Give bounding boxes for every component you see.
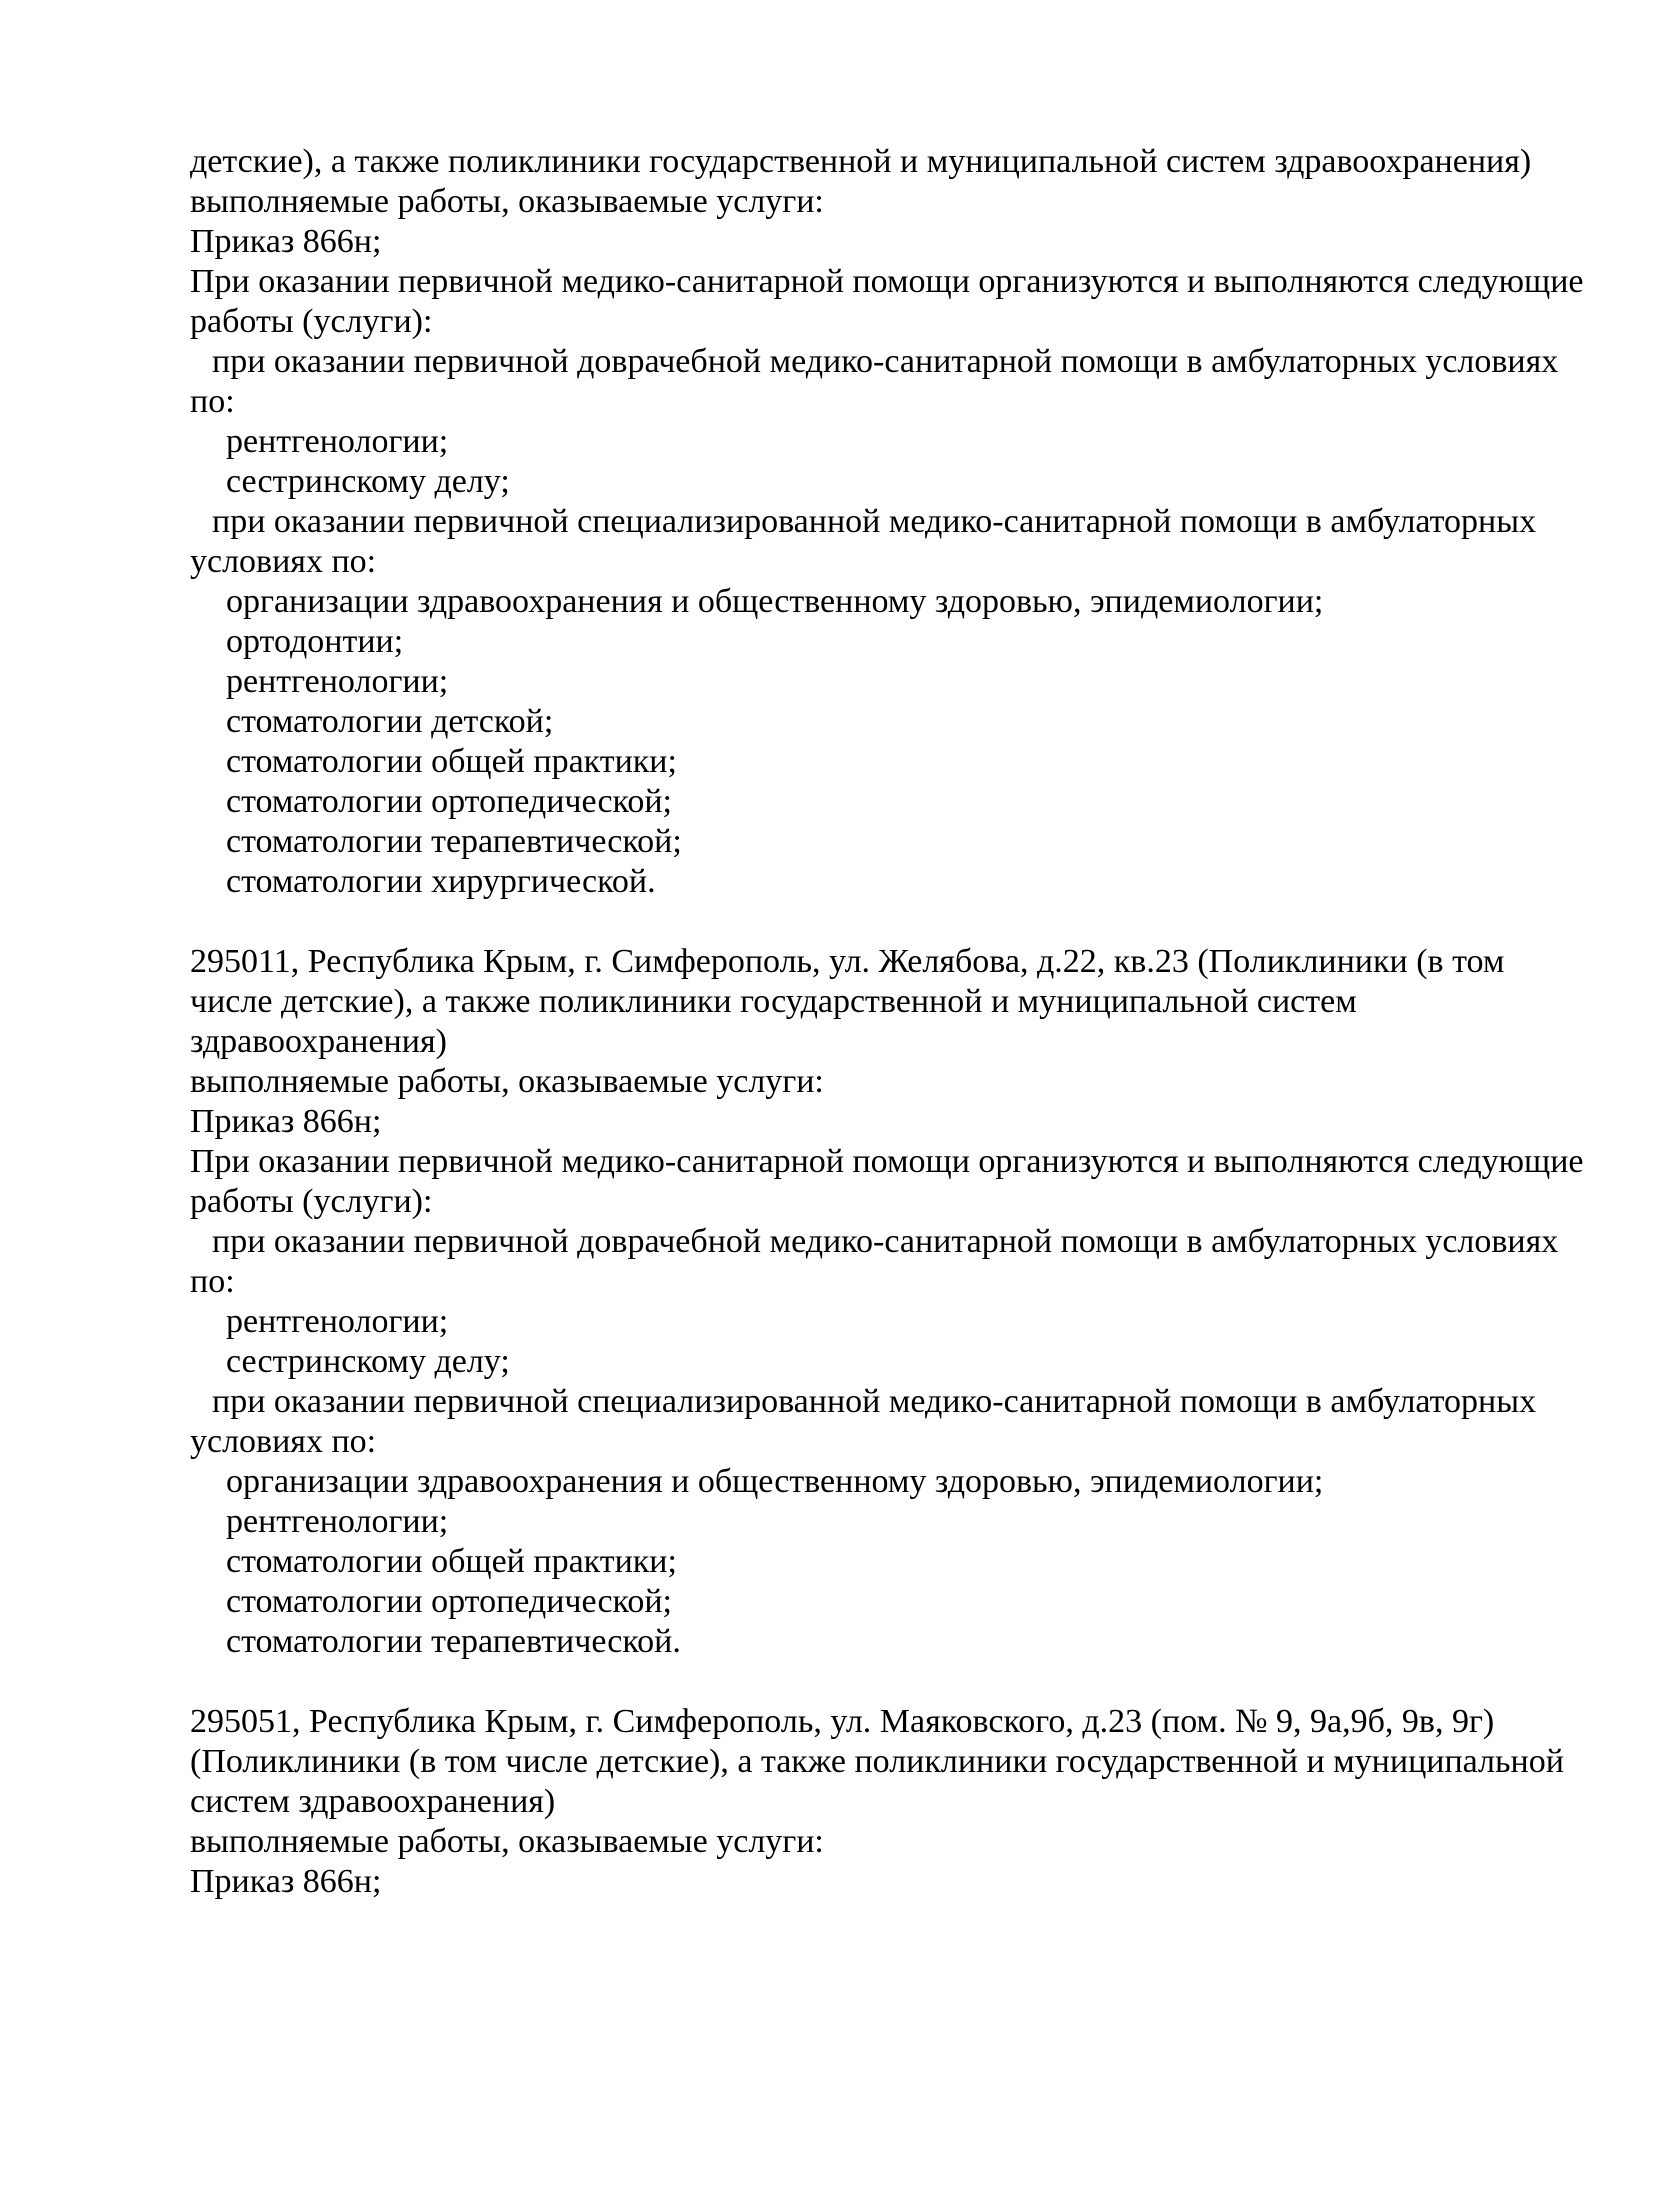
doc-line: стоматологии общей практики; — [226, 743, 677, 780]
doc-line: по: — [190, 383, 235, 420]
doc-line: стоматологии хирургической. — [226, 863, 656, 900]
doc-line: Приказ 866н; — [190, 1103, 382, 1140]
doc-line: работы (услуги): — [190, 303, 433, 340]
doc-line: условиях по: — [190, 543, 377, 580]
doc-line: числе детские), а также поликлиники государственной и муниципальной систем — [190, 983, 1357, 1020]
doc-line: стоматологии ортопедической; — [226, 783, 672, 820]
doc-line: рентгенологии; — [226, 423, 449, 460]
doc-line: работы (услуги): — [190, 1183, 433, 1220]
doc-line: стоматологии ортопедической; — [226, 1583, 672, 1620]
doc-line: выполняемые работы, оказываемые услуги: — [190, 183, 824, 220]
doc-line: Приказ 866н; — [190, 223, 382, 260]
doc-line: при оказании первичной специализированной медико-санитарной помощи в амбулаторных — [212, 503, 1537, 540]
doc-line: условиях по: — [190, 1423, 377, 1460]
doc-line: рентгенологии; — [226, 1503, 449, 1540]
doc-line: стоматологии терапевтической. — [226, 1623, 681, 1660]
doc-line: детские), а также поликлиники государственной и муниципальной систем здравоохранения) — [190, 143, 1532, 180]
doc-line: выполняемые работы, оказываемые услуги: — [190, 1063, 824, 1100]
doc-line: Приказ 866н; — [190, 1863, 382, 1900]
doc-line: рентгенологии; — [226, 1303, 449, 1340]
doc-line: (Поликлиники (в том числе детские), а также поликлиники государственной и муниципальной — [190, 1743, 1564, 1780]
doc-line: систем здравоохранения) — [190, 1783, 556, 1820]
doc-line: сестринскому делу; — [226, 463, 510, 500]
doc-line: рентгенологии; — [226, 663, 449, 700]
doc-line: организации здравоохранения и общественному здоровью, эпидемиологии; — [226, 1463, 1324, 1500]
address-section-295051 — [190, 1702, 1593, 1902]
doc-line: 295051, Республика Крым, г. Симферополь, ул. Маяковского, д.23 (пом. № 9, 9а,9б, 9в, 9г) — [190, 1703, 1495, 1740]
address-section-295011 — [190, 942, 1593, 1662]
doc-line: по: — [190, 1263, 235, 1300]
doc-line: при оказании первичной доврачебной медико-санитарной помощи в амбулаторных условиях — [212, 343, 1559, 380]
doc-line: ортодонтии; — [226, 623, 404, 660]
doc-line: сестринскому делу; — [226, 1343, 510, 1380]
works-section-continued — [190, 142, 1593, 902]
doc-line: выполняемые работы, оказываемые услуги: — [190, 1823, 824, 1860]
doc-line: стоматологии терапевтической; — [226, 823, 682, 860]
doc-line: 295011, Республика Крым, г. Симферополь, ул. Желябова, д.22, кв.23 (Поликлиники (в том — [190, 943, 1505, 980]
doc-line: при оказании первичной доврачебной медико-санитарной помощи в амбулаторных условиях — [212, 1223, 1559, 1260]
doc-line: стоматологии детской; — [226, 703, 554, 740]
doc-line: при оказании первичной специализированной медико-санитарной помощи в амбулаторных — [212, 1383, 1537, 1420]
doc-line: стоматологии общей практики; — [226, 1543, 677, 1580]
doc-line: здравоохранения) — [190, 1023, 447, 1060]
doc-line: При оказании первичной медико-санитарной помощи организуются и выполняются следующие — [190, 263, 1584, 300]
doc-line: При оказании первичной медико-санитарной помощи организуются и выполняются следующие — [190, 1143, 1584, 1180]
doc-line: организации здравоохранения и общественному здоровью, эпидемиологии; — [226, 583, 1324, 620]
